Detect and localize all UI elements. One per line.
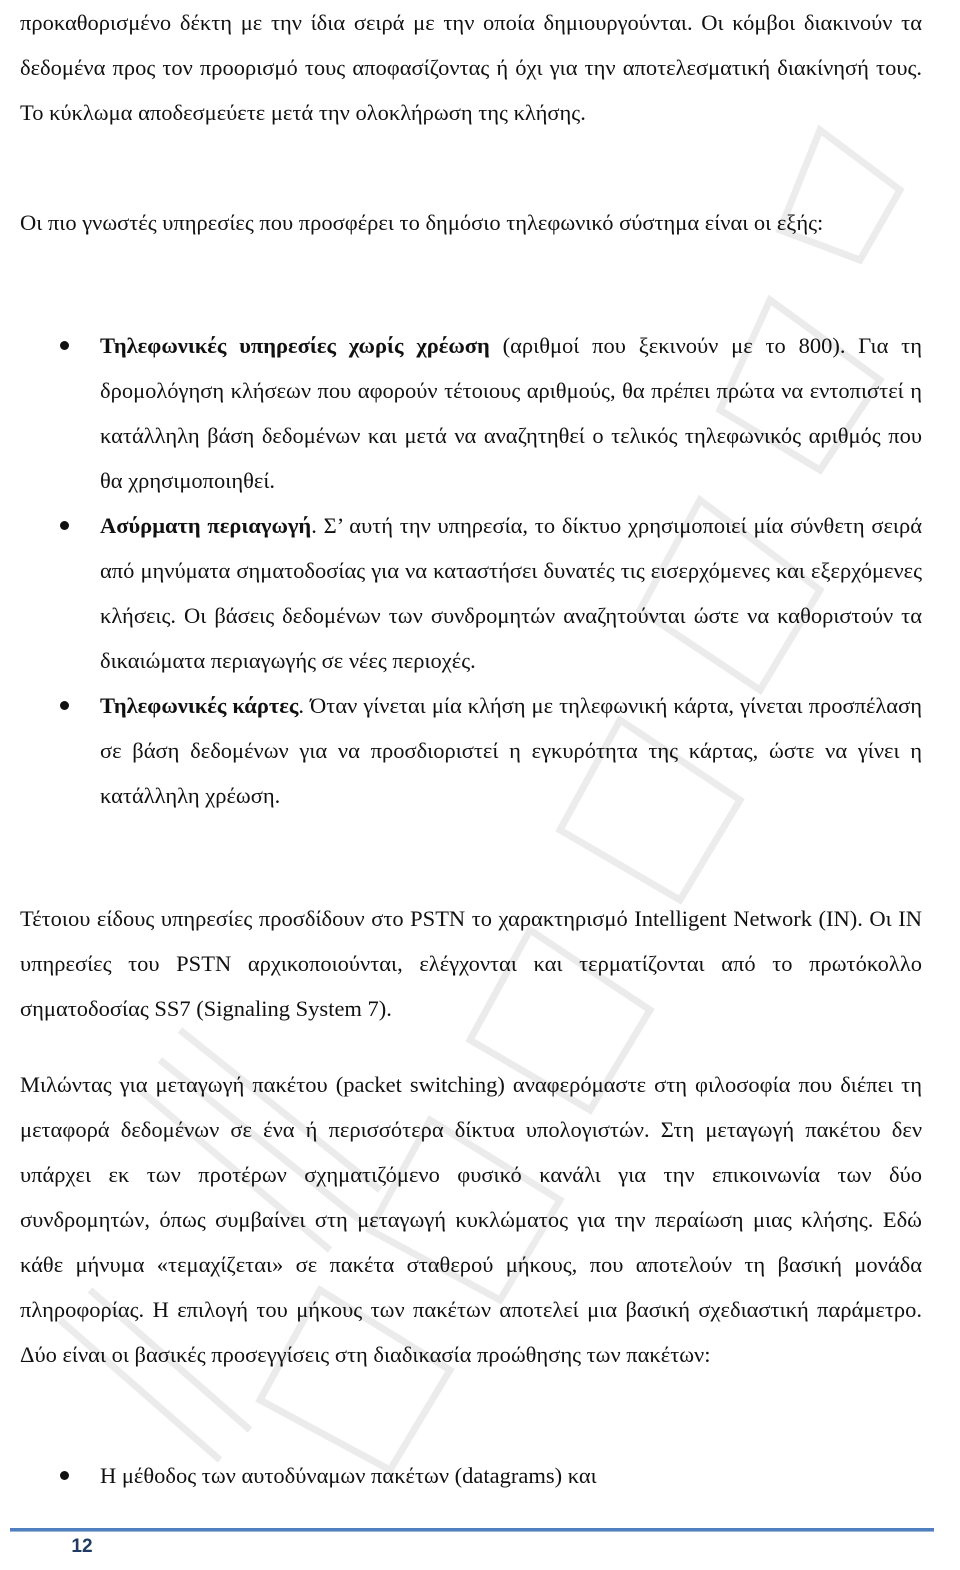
approaches-list	[0, 1453, 960, 1498]
packet-switching-paragraph: Μιλώντας για μεταγωγή πακέτου (packet switching) αναφερόμαστε στη φιλοσοφία που διέπει τη μεταφορά δεδομένων σε ένα ή περισσότερα δίκτυα υπολογιστών. Στη μεταγωγή πακέτου δεν υπάρχει εκ των προτέρων σχηματιζόμενο φυσικό κανάλι για την επικοινωνία των δύο συνδρομητών, όπως συμβαίνει στη μεταγωγή κυκλώματος για την περαίωση μιας κλήσης. Εδώ κάθε μήνυμα «τεμαχίζεται» σε πακέτα σταθερού μήκους, που αποτελούν τη βασική μονάδα πληροφορίας. Η επιλογή του μήκους των πακέτων αποτελεί μια βασική σχεδιαστική παράμετρο. Δύο είναι οι βασικές προσεγγίσεις στη διαδικασία προώθησης των πακέτων:	[20, 1072, 922, 1367]
service-term: Τηλεφωνικές κάρτες	[100, 693, 299, 718]
service-item-toll-free	[0, 323, 922, 503]
intelligent-network-paragraph: Τέτοιου είδους υπηρεσίες προσδίδουν στο PSTN το χαρακτηρισμό Intelligent Network (IN). Οι IN υπηρεσίες του PSTN αρχικοποιούνται, ελέγχονται και τερματίζονται από το πρωτόκολλο σηματοδοσίας SS7 (Signaling System 7).	[20, 906, 922, 1021]
services-intro-paragraph: Οι πιο γνωστές υπηρεσίες που προσφέρει το δημόσιο τηλεφωνικό σύστημα είναι οι εξής:	[20, 210, 824, 235]
service-description: . Σ’ αυτή την υπηρεσία, το δίκτυο χρησιμοποιεί μία σύνθετη σειρά από μηνύματα σηματοδοσίας για να καταστήσει δυνατές τις εισερχόμενες και εξερχόμενες κλήσεις. Οι βάσεις δεδομένων των συνδρομητών αναζητούνται ώστε να καθοριστούν τα δικαιώματα περιαγωγής σε νέες περιοχές.	[100, 513, 922, 673]
bullet-icon	[60, 521, 69, 530]
approach-text: Η μέθοδος των αυτοδύναμων πακέτων (datagrams) και	[100, 1463, 597, 1488]
bullet-icon	[60, 341, 69, 350]
footer-divider	[10, 1528, 934, 1532]
intro-paragraph: προκαθορισμένο δέκτη με την ίδια σειρά με την οποία δημιουργούνται. Οι κόμβοι διακινούν τα δεδομένα προς τον προορισμό τους αποφασίζοντας ή όχι για την αποτελεσματική διακίνησή τους. Το κύκλωμα αποδεσμεύετε μετά την ολοκλήρωση της κλήσης.	[20, 10, 922, 125]
bullet-icon	[60, 1471, 69, 1480]
approach-item-datagrams	[0, 1453, 922, 1498]
service-term: Τηλεφωνικές υπηρεσίες χωρίς χρέωση	[100, 333, 490, 358]
service-item-roaming	[0, 503, 922, 683]
service-term: Ασύρματη περιαγωγή	[100, 513, 312, 538]
bullet-icon	[60, 701, 69, 710]
service-description: . Όταν γίνεται μία κλήση με τηλεφωνική κάρτα, γίνεται προσπέλαση σε βάση δεδομένων για να προσδιοριστεί η εγκυρότητα της κάρτας, ώστε να γίνει η κατάλληλη χρέωση.	[100, 693, 922, 808]
page-number: 12	[71, 1536, 93, 1557]
services-list	[0, 323, 960, 818]
service-item-phone-cards	[0, 683, 922, 818]
service-description: (αριθμοί που ξεκινούν με το 800). Για τη δρομολόγηση κλήσεων που αφορούν τέτοιους αριθμούς, θα πρέπει πρώτα να εντοπιστεί η κατάλληλη βάση δεδομένων και μετά να αναζητηθεί ο τελικός τηλεφωνικός αριθμός που θα χρησιμοποιηθεί.	[100, 333, 922, 493]
